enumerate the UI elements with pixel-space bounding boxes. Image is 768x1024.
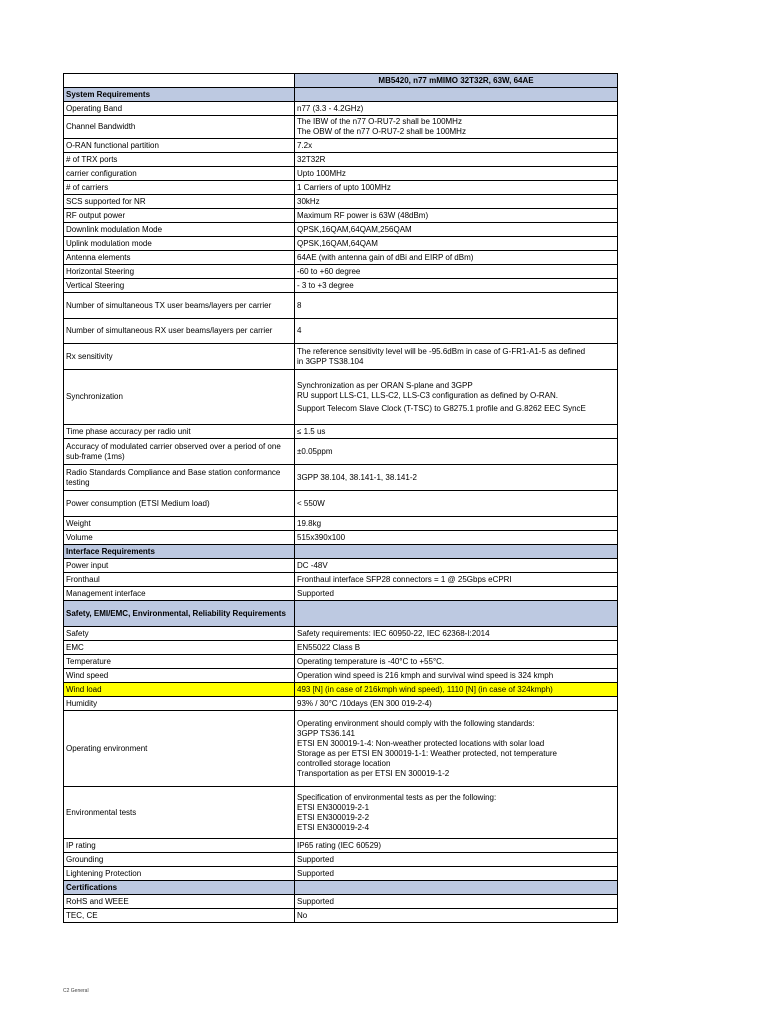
- spec-row: [64, 683, 618, 697]
- spec-value-line: ETSI EN 300019-1-4: Non-weather protected locations with solar load: [297, 738, 545, 748]
- spec-label: Weight: [64, 517, 295, 531]
- spec-value-line: Specification of environmental tests as per the following:: [297, 792, 497, 802]
- spec-value: [295, 181, 618, 195]
- spec-row: [64, 587, 618, 601]
- spec-row: [64, 116, 618, 139]
- spec-value-line: Upto 100MHz: [297, 168, 346, 178]
- section-header-row: [64, 601, 618, 627]
- spec-label: IP rating: [64, 839, 295, 853]
- spec-row: [64, 153, 618, 167]
- spec-value: [295, 697, 618, 711]
- spec-label: Radio Standards Compliance and Base station conformance testing: [64, 465, 295, 491]
- spec-row: [64, 293, 618, 319]
- spec-label: # of TRX ports: [64, 153, 295, 167]
- spec-row: [64, 181, 618, 195]
- spec-value-line: 3GPP TS36.141: [297, 728, 355, 738]
- spec-table: [63, 73, 618, 923]
- spec-value: [295, 573, 618, 587]
- spec-label: Rx sensitivity: [64, 344, 295, 370]
- spec-value: [295, 711, 618, 787]
- spec-value-line: The reference sensitivity level will be -95.6dBm in case of G-FR1-A1-5 as defined: [297, 346, 586, 356]
- table-header-row: [64, 74, 618, 88]
- spec-value: [295, 787, 618, 839]
- spec-body: [64, 88, 618, 923]
- spec-value: [295, 139, 618, 153]
- spec-value: [295, 153, 618, 167]
- spec-value: [295, 237, 618, 251]
- spec-value: [295, 895, 618, 909]
- spec-label: Management interface: [64, 587, 295, 601]
- spec-label: Fronthaul: [64, 573, 295, 587]
- spec-row: [64, 102, 618, 116]
- spec-value: [295, 209, 618, 223]
- spec-sheet: [63, 73, 617, 923]
- spec-label: Antenna elements: [64, 251, 295, 265]
- spec-value-line: Safety requirements: IEC 60950-22, IEC 62368-I:2014: [297, 628, 490, 638]
- spec-row: [64, 195, 618, 209]
- spec-label: Number of simultaneous RX user beams/layers per carrier: [64, 319, 295, 344]
- spec-row: [64, 370, 618, 425]
- spec-label: Operating Band: [64, 102, 295, 116]
- spec-label: Power consumption (ETSI Medium load): [64, 491, 295, 517]
- spec-value-line: RU support LLS-C1, LLS-C2, LLS-C3 configuration as defined by O-RAN.: [297, 390, 559, 400]
- spec-label: TEC, CE: [64, 909, 295, 923]
- spec-row: [64, 895, 618, 909]
- spec-row: [64, 319, 618, 344]
- section-filler-cell: [295, 881, 618, 895]
- spec-row: [64, 573, 618, 587]
- spec-value-line: DC -48V: [297, 560, 328, 570]
- spec-row: [64, 265, 618, 279]
- spec-value: [295, 517, 618, 531]
- section-title: System Requirements: [64, 88, 295, 102]
- spec-row: [64, 867, 618, 881]
- spec-value: [295, 279, 618, 293]
- spec-value: [295, 116, 618, 139]
- spec-value: [295, 641, 618, 655]
- spec-value: [295, 370, 618, 425]
- spec-value-line: Storage as per ETSI EN 300019-1-1: Weather protected, not temperature: [297, 748, 557, 758]
- spec-value: [295, 439, 618, 465]
- spec-row: [64, 641, 618, 655]
- spec-value-line: QPSK,16QAM,64QAM: [297, 238, 378, 248]
- spec-value: [295, 319, 618, 344]
- spec-value-line: -60 to +60 degree: [297, 266, 361, 276]
- spec-value: [295, 531, 618, 545]
- spec-row: [64, 839, 618, 853]
- spec-label: carrier configuration: [64, 167, 295, 181]
- spec-value: [295, 425, 618, 439]
- spec-value-line: ±0.05ppm: [297, 446, 333, 456]
- spec-label: O-RAN functional partition: [64, 139, 295, 153]
- spec-value-line: Supported: [297, 854, 334, 864]
- spec-value-line: Maximum RF power is 63W (48dBm): [297, 210, 429, 220]
- spec-row: [64, 344, 618, 370]
- spec-row: [64, 627, 618, 641]
- spec-row: [64, 237, 618, 251]
- spec-value: [295, 559, 618, 573]
- spec-value-line: ETSI EN300019-2-2: [297, 812, 370, 822]
- spec-label: # of carriers: [64, 181, 295, 195]
- spec-value-line: EN55022 Class B: [297, 642, 361, 652]
- spec-value-line: 493 [N] (in case of 216kmph wind speed), 1110 [N] (in case of 324kmph): [297, 684, 553, 694]
- spec-value: [295, 251, 618, 265]
- classification-footer: C2 General: [63, 988, 89, 994]
- spec-value-line: Operating environment should comply with the following standards:: [297, 718, 535, 728]
- header-label-cell: [64, 74, 295, 88]
- spec-value-line: Fronthaul interface SFP28 connectors = 1 @ 25Gbps eCPRI: [297, 574, 512, 584]
- section-header-row: [64, 88, 618, 102]
- spec-value-line: 7.2x: [297, 140, 313, 150]
- spec-value-line: 32T32R: [297, 154, 326, 164]
- spec-value-line: The IBW of the n77 O-RU7-2 shall be 100MHz: [297, 117, 462, 126]
- spec-value: [295, 587, 618, 601]
- spec-value-line: 1 Carriers of upto 100MHz: [297, 182, 391, 192]
- spec-value: [295, 465, 618, 491]
- spec-label: Safety: [64, 627, 295, 641]
- spec-value: [295, 853, 618, 867]
- spec-row: [64, 531, 618, 545]
- spec-label: Volume: [64, 531, 295, 545]
- spec-label: Environmental tests: [64, 787, 295, 839]
- spec-row: [64, 787, 618, 839]
- spec-row: [64, 697, 618, 711]
- spec-value-line: The OBW of the n77 O-RU7-2 shall be 100MHz: [297, 127, 466, 136]
- spec-value-line: No: [297, 910, 308, 920]
- spec-row: [64, 711, 618, 787]
- spec-value-line: Supported: [297, 588, 334, 598]
- spec-row: [64, 139, 618, 153]
- spec-value-line: 30kHz: [297, 196, 320, 206]
- spec-row: [64, 465, 618, 491]
- spec-value-line: ETSI EN300019-2-4: [297, 822, 370, 832]
- spec-row: [64, 909, 618, 923]
- spec-label: Channel Bandwidth: [64, 116, 295, 139]
- spec-value: [295, 195, 618, 209]
- section-title: Safety, EMI/EMC, Environmental, Reliability Requirements: [64, 601, 295, 627]
- spec-value-line: 93% / 30°C /10days (EN 300 019-2-4): [297, 698, 432, 708]
- spec-value: [295, 655, 618, 669]
- section-header-row: [64, 881, 618, 895]
- spec-label: Number of simultaneous TX user beams/layers per carrier: [64, 293, 295, 319]
- spec-row: [64, 853, 618, 867]
- section-title: Certifications: [64, 881, 295, 895]
- spec-label: SCS supported for NR: [64, 195, 295, 209]
- spec-row: [64, 669, 618, 683]
- spec-row: [64, 491, 618, 517]
- spec-label: EMC: [64, 641, 295, 655]
- spec-value: [295, 669, 618, 683]
- section-filler-cell: [295, 601, 618, 627]
- section-header-row: [64, 545, 618, 559]
- spec-label: RoHS and WEEE: [64, 895, 295, 909]
- spec-value-line: Operating temperature is -40°C to +55°C.: [297, 656, 445, 666]
- spec-value-line: 19.8kg: [297, 518, 322, 528]
- spec-value-line: 4: [297, 326, 302, 335]
- spec-row: [64, 655, 618, 669]
- spec-value: [295, 293, 618, 319]
- spec-value-line: 8: [297, 300, 302, 310]
- spec-row: [64, 223, 618, 237]
- spec-row: [64, 517, 618, 531]
- spec-value: [295, 491, 618, 517]
- spec-value: [295, 839, 618, 853]
- spec-value: [295, 223, 618, 237]
- spec-value-line: Supported: [297, 896, 334, 906]
- spec-value: [295, 265, 618, 279]
- spec-label: Vertical Steering: [64, 279, 295, 293]
- spec-label: Power input: [64, 559, 295, 573]
- spec-label: Operating environment: [64, 711, 295, 787]
- spec-value-line: 515x390x100: [297, 532, 346, 542]
- spec-value: [295, 683, 618, 697]
- spec-label: RF output power: [64, 209, 295, 223]
- spec-value-line: Operation wind speed is 216 kmph and survival wind speed is 324 kmph: [297, 670, 554, 680]
- spec-value-line: Transportation as per ETSI EN 300019-1-2: [297, 768, 450, 778]
- spec-value-line: ≤ 1.5 us: [297, 426, 326, 436]
- spec-row: [64, 251, 618, 265]
- spec-label: Uplink modulation mode: [64, 237, 295, 251]
- spec-value-line: - 3 to +3 degree: [297, 280, 354, 290]
- spec-label: Horizontal Steering: [64, 265, 295, 279]
- spec-value: [295, 102, 618, 116]
- section-title: Interface Requirements: [64, 545, 295, 559]
- spec-row: [64, 167, 618, 181]
- spec-label: Humidity: [64, 697, 295, 711]
- spec-value-line: 64AE (with antenna gain of dBi and EIRP of dBm): [297, 252, 474, 262]
- section-filler-cell: [295, 88, 618, 102]
- section-filler-cell: [295, 545, 618, 559]
- spec-value-line: Supported: [297, 868, 334, 878]
- spec-value-line: QPSK,16QAM,64QAM,256QAM: [297, 224, 412, 234]
- spec-label: Temperature: [64, 655, 295, 669]
- spec-row: [64, 439, 618, 465]
- spec-value-line: Synchronization as per ORAN S-plane and 3GPP: [297, 380, 473, 390]
- product-title: MB5420, n77 mMIMO 32T32R, 63W, 64AE: [295, 74, 618, 88]
- spec-label: Synchronization: [64, 370, 295, 425]
- spec-value: [295, 627, 618, 641]
- spec-value-line: 3GPP 38.104, 38.141-1, 38.141-2: [297, 472, 417, 482]
- spec-label: Downlink modulation Mode: [64, 223, 295, 237]
- spec-value-line: Support Telecom Slave Clock (T-TSC) to G8275.1 profile and G.8262 EEC SyncE: [297, 403, 586, 413]
- spec-value: [295, 867, 618, 881]
- spec-row: [64, 209, 618, 223]
- spec-label: Grounding: [64, 853, 295, 867]
- spec-value: [295, 167, 618, 181]
- spec-row: [64, 425, 618, 439]
- spec-value: [295, 344, 618, 370]
- spec-label: Wind load: [64, 683, 295, 697]
- spec-label: Time phase accuracy per radio unit: [64, 425, 295, 439]
- spec-label: Accuracy of modulated carrier observed over a period of one sub-frame (1ms): [64, 439, 295, 465]
- spec-label: Lightening Protection: [64, 867, 295, 881]
- spec-value: [295, 909, 618, 923]
- spec-value-line: controlled storage location: [297, 758, 391, 768]
- spec-value-line: IP65 rating (IEC 60529): [297, 840, 382, 850]
- spec-label: Wind speed: [64, 669, 295, 683]
- spec-row: [64, 279, 618, 293]
- spec-row: [64, 559, 618, 573]
- spec-value-line: ETSI EN300019-2-1: [297, 802, 370, 812]
- spec-value-line: < 550W: [297, 498, 325, 508]
- spec-value-line: in 3GPP TS38.104: [297, 356, 364, 366]
- spec-value-line: n77 (3.3 - 4.2GHz): [297, 103, 364, 113]
